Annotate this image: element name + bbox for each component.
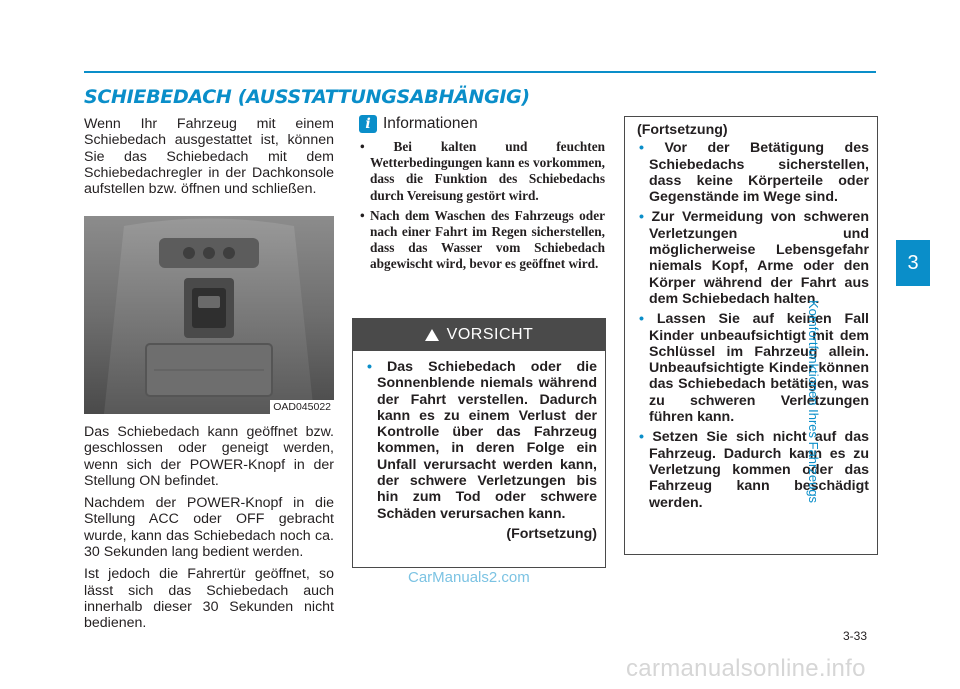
- info-header: [359, 115, 478, 133]
- top-rule: [84, 71, 876, 73]
- intro-column: [84, 116, 334, 205]
- bullet-icon: •: [367, 359, 372, 375]
- side-label: Komfortfunktionen Ihres Fahrzeugs: [805, 300, 821, 504]
- page-number: 3-33: [843, 629, 868, 643]
- continuation-box: [624, 116, 878, 555]
- intro-paragraph: Wenn Ihr Fahrzeug mit einem Schiebedach ausgestattet ist, können Sie das Schiebedach mit dem Schiebedachregler in der Dachkonsole aufstellen bzw. öffnen und schließen.: [84, 116, 334, 198]
- continuation-item-2: • Zur Vermeidung von schweren Verletzungen und möglicherweise Lebensgefahr niemals Kopf, Arme oder den Körper während der Fahrt aus dem Schiebedach halten.: [639, 209, 869, 307]
- chapter-tab: 3: [896, 240, 930, 286]
- overhead-console-illustration: [84, 216, 334, 414]
- warning-triangle-icon: [425, 329, 439, 341]
- caution-continued: (Fortsetzung): [506, 525, 597, 542]
- continuation-header: (Fortsetzung): [637, 122, 728, 138]
- info-title: Informationen: [383, 115, 478, 132]
- body-paragraph-2: Nachdem der POWER-Knopf in die Stellung ACC oder OFF gebracht wurde, kann das Schiebedach noch ca. 30 Sekunden lang bedient werden.: [84, 495, 334, 561]
- bullet-icon: •: [639, 209, 644, 226]
- continuation-item-3: • Lassen Sie auf keinen Fall Kinder unbeaufsichtigt mit dem Schlüssel im Fahrzeug allein. Unbeaufsichtigte Kinder können das Schiebedach betätigen, was zu schweren Verletzungen führen kann.: [639, 311, 869, 426]
- watermark-bottom: carmanualsonline.info: [626, 655, 866, 682]
- body-paragraph-3: Ist jedoch die Fahrertür geöffnet, so lässt sich das Schiebedach auch innerhalb dieser 30 Sekunden nicht bedienen.: [84, 566, 334, 632]
- caution-body: [353, 351, 605, 542]
- info-list: [356, 139, 605, 277]
- continuation-item-4: • Setzen Sie sich nicht auf das Fahrzeug. Dadurch kann es zu Verletzung kommen oder das Fahrzeug kann beschädigt werden.: [639, 429, 869, 511]
- sunroof-control-photo: [84, 216, 334, 414]
- photo-caption: OAD045022: [270, 400, 334, 414]
- side-label-container: [805, 300, 925, 504]
- bullet-icon: •: [639, 311, 644, 328]
- caution-box: [352, 318, 606, 568]
- watermark-top[interactable]: CarManuals2.com: [408, 569, 530, 586]
- caution-header: [353, 319, 605, 351]
- info-item-2: • Nach dem Waschen des Fahrzeugs oder nach einer Fahrt im Regen sicherstellen, dass das Wasser vom Schiebedach abgewischt wird, bevor es geöffnet wird.: [360, 207, 605, 272]
- caution-title: VORSICHT: [446, 326, 534, 343]
- bullet-icon: •: [639, 140, 644, 157]
- body-paragraph-1: Das Schiebedach kann geöffnet bzw. geschlossen oder geneigt werden, wenn sich der POWER-Knopf in der Stellung ON befindet.: [84, 424, 334, 489]
- info-icon: i: [359, 115, 377, 133]
- bullet-icon: •: [639, 429, 644, 446]
- info-item-1: • Bei kalten und feuchten Wetterbedingungen kann es vorkommen, dass die Funktion des Schiebedachs durch Vereisung gestört wird.: [360, 139, 605, 203]
- section-title: SCHIEBEDACH (AUSSTATTUNGSABHÄNGIG): [84, 86, 530, 108]
- continuation-body: [625, 117, 877, 511]
- body-column: [84, 424, 334, 638]
- caution-item-1: • Das Schiebedach oder die Sonnenblende niemals während der Fahrt verstellen. Dadurch kann es zu einem Verlust der Kontrolle über das Fahrzeug kommen, in deren Folge ein Unfall verursacht werden kann, der schwere Verletzungen bis hin zum Tod oder schwere Schäden verursachen kann.: [367, 359, 597, 522]
- continuation-item-1: • Vor der Betätigung des Schiebedachs sicherstellen, dass keine Körperteile oder Gegenstände im Wege sind.: [639, 140, 870, 206]
